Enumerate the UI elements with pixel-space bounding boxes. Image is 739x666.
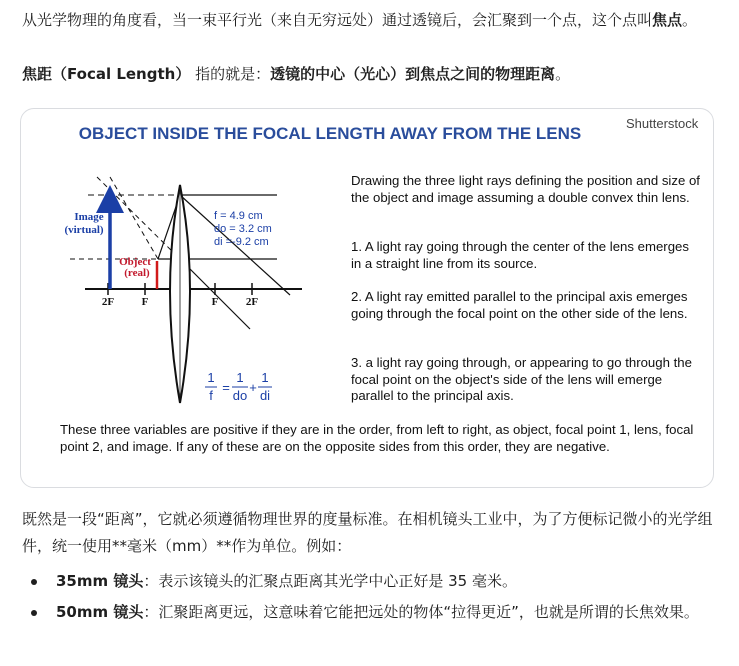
- formula-t2-den: di: [259, 388, 271, 403]
- object-label-1: Object: [119, 256, 151, 268]
- formula-t2-num: 1: [261, 370, 269, 385]
- definition-term: 焦距（Focal Length）: [22, 65, 191, 83]
- formula-plus: +: [249, 380, 257, 395]
- figure-footer-note: These three variables are positive if they are in the order, from left to right, as object, focal point 1, lens, focal point 2, and image. If any of these are on the opposite sides from this order, they are negative.: [60, 422, 694, 454]
- intro-end: 。: [682, 11, 698, 29]
- explanation-ray-3: 3. a light ray going through, or appearing to go through the focal point on the object's side of the lens will emerge parallel to the principal axis.: [351, 355, 692, 403]
- image-label-2: (virtual): [64, 224, 104, 236]
- list-item: [22, 568, 722, 595]
- mark-f-left: F: [141, 296, 149, 308]
- explanation-intro: Drawing the three light rays defining the position and size of the object and image assuming a double convex thin lens.: [351, 173, 700, 205]
- definition-paragraph: [22, 61, 722, 88]
- list-item-text: ：表示该镜头的汇聚点距离其光学中心正好是 35 毫米。: [143, 572, 517, 590]
- image-source-label[interactable]: Shutterstock: [626, 116, 699, 131]
- definition-mid: 指的就是：: [190, 65, 271, 83]
- lens-formula: [205, 370, 272, 403]
- explanation-ray-2: 2. A light ray emitted parallel to the principal axis emerges going through the focal point on the other side of the lens.: [351, 289, 688, 321]
- mark-2f-right: 2F: [245, 296, 259, 308]
- object-label-2: (real): [124, 267, 150, 279]
- intro-bold-term: 焦点: [652, 11, 683, 29]
- image-distance-value: di =-9.2 cm: [214, 236, 269, 248]
- figure-title: OBJECT INSIDE THE FOCAL LENGTH AWAY FROM THE LENS: [78, 124, 582, 143]
- definition-end: 。: [555, 65, 571, 83]
- intro-paragraph: [22, 7, 722, 34]
- bullet-dot: [31, 579, 37, 585]
- list-item: [22, 599, 722, 626]
- definition-bold: 透镜的中心（光心）到焦点之间的物理距离: [270, 65, 556, 83]
- bullet-dot: [31, 610, 37, 616]
- intro-text: 从光学物理的角度看，当一束平行光（来自无穷远处）通过透镜后，会汇聚到一个点，这个点叫: [22, 11, 653, 29]
- object-distance-value: do = 3.2 cm: [214, 223, 272, 235]
- units-paragraph: 既然是一段“距离”，它就必须遵循物理世界的度量标准。在相机镜头工业中，为了方便标记微小的光学组件，统一使用**毫米（mm）**作为单位。例如：: [22, 510, 713, 555]
- list-item-text: ：汇聚距离更远，这意味着它能把远处的物体“拉得更近”，也就是所谓的长焦效果。: [143, 603, 699, 621]
- image-label-1: Image: [74, 211, 104, 223]
- lens-examples-list: [22, 568, 722, 630]
- list-item-bold: 35mm 镜头: [56, 572, 144, 590]
- formula-t1-den: do: [232, 388, 248, 403]
- formula-lhs-num: 1: [207, 370, 215, 385]
- mark-f-right: F: [211, 296, 219, 308]
- formula-equals: =: [222, 380, 230, 395]
- formula-lhs-den: f: [209, 388, 213, 403]
- virtual-ray-diag-2: [110, 177, 158, 259]
- list-item-bold: 50mm 镜头: [56, 603, 144, 621]
- focal-length-value: f = 4.9 cm: [214, 210, 263, 222]
- mark-2f-left: 2F: [101, 296, 115, 308]
- explanation-ray-1: 1. A light ray going through the center of the lens emerges in a straight line from its source.: [351, 239, 689, 271]
- formula-t1-num: 1: [236, 370, 244, 385]
